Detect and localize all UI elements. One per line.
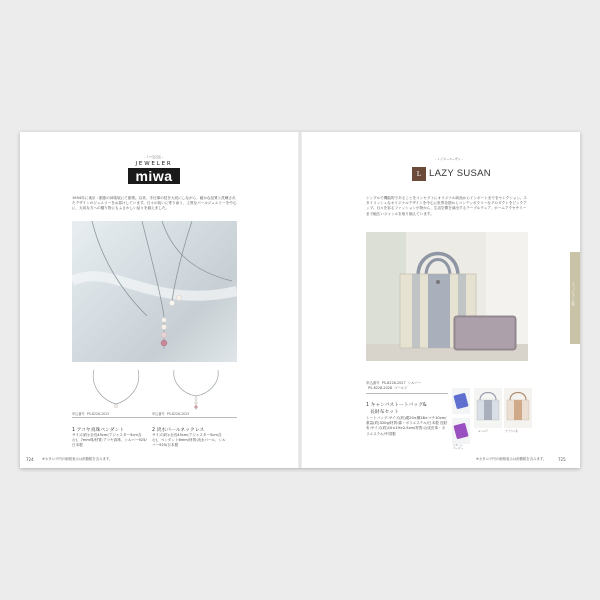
footer-note-left: ※カタログ内の価格表示は消費税を含みます。 xyxy=(42,457,113,461)
lz-code-2: PS-8228-2028 xyxy=(368,386,393,390)
lazysusan-logo xyxy=(412,166,492,182)
lz-divider xyxy=(366,393,448,394)
lazysusan-intro: シンプルで機能的であることをコンセプトにオリジナル商品からインポートまでをセレクション。スタイリッシュなオリジナルデザインを中心に世界各国からコンテンポラリーなプロダクトをピックアップ。日々を彩るファッション小物から、生活空間を演出するテーブルウェア、ホームアクセサリーまで幅広いジャンルを取り揃えています。 xyxy=(366,196,527,216)
item1-code: PS-8228-2022 xyxy=(86,412,110,416)
item2-desc: サイズ(約):全長45cm(アジャスター5cm含む)、ペンダント6mm/材質:淡水パール、シルバー925/日本製 xyxy=(152,433,226,448)
item1-code-row xyxy=(72,411,109,416)
jeweler-header: JEWELER xyxy=(135,161,173,167)
swatch-label-4: ベージュ xyxy=(453,447,464,450)
lz-item-title-1: 1 キャンバストートバッグ& xyxy=(366,403,427,408)
footer-note-right: ※カタログ内の価格表示は消費税を含みます。 xyxy=(476,457,547,461)
lz-code-row-2 xyxy=(366,386,408,391)
lz-item-desc: トートバッグ:サイズ(約)縦20×横28×マチ10cm/重量(約)320g/材質:綿・ポリエステル/日本製 長財布:サイズ(約)10×19×2.5cm/材質:合成皮革・ポリエステル/中国製 xyxy=(366,416,448,436)
lz-code-1: PS-8228-2027 xyxy=(381,381,406,385)
item2-code: PS-8228-2023 xyxy=(166,412,190,416)
jeweler-intro: 1954年に東京・銀座の神楽坂にて創業。以来、手仕事の技を大切にしながら、確かな品質と洗練されたデザインのジュエリーをお届けしています。日々の装いに寄り添う、上質なパールジュエリーを中心に、大切な方への贈り物にもふさわしい品々を揃えました。 xyxy=(72,196,237,211)
item2-code-row xyxy=(152,411,189,416)
item-divider xyxy=(72,417,237,418)
necklace-illustration xyxy=(72,221,237,362)
lz-color-1: シルバー xyxy=(407,381,422,385)
book-gutter xyxy=(298,132,302,468)
tote-illustration xyxy=(366,232,528,361)
page-number-left: 724 xyxy=(26,457,34,462)
tote-bag-photo xyxy=(366,232,528,361)
necklace-thumbnail xyxy=(160,366,232,412)
item1-code-label: 申込番号 xyxy=(72,412,85,416)
lz-color-2: ゴールド xyxy=(394,386,408,390)
lz-code-row-1 xyxy=(366,381,421,386)
swatch-label-1: シルバー xyxy=(453,444,464,447)
variant-swatches xyxy=(452,388,534,450)
lz-code-label-1: 申込番号 xyxy=(366,381,380,385)
jeweler-subtitle: - ミワ宝石店 - xyxy=(143,155,164,159)
side-tab-label: ファッション小物 xyxy=(571,282,575,306)
miwa-logo: miwa xyxy=(128,168,180,184)
necklace-photo xyxy=(72,221,237,362)
logo-word: LAZY SUSAN xyxy=(429,168,491,179)
pendant-thumbnail xyxy=(80,366,152,412)
item1-title: 1 アコヤ真珠ペンダント xyxy=(72,428,125,433)
section-side-tab xyxy=(570,252,580,344)
lazysusan-subtitle: - レイジースーザン - xyxy=(435,157,463,161)
lz-item-title-2: 長財布セット xyxy=(370,410,399,415)
swatch-label-2: ゴールド xyxy=(478,430,489,433)
item2-code-label: 申込番号 xyxy=(152,412,165,416)
page-number-right: 725 xyxy=(558,457,566,462)
logo-mark: L xyxy=(412,167,426,181)
item1-desc: サイズ(約):全長45cm(アジャスター5cm含む)、7mm珠/材質:アコヤ真珠、シルバー925/日本製 xyxy=(72,433,147,448)
item2-title: 2 淡水パールネックレス xyxy=(152,428,205,433)
swatch-label-3: ブラウン系 xyxy=(505,430,518,433)
